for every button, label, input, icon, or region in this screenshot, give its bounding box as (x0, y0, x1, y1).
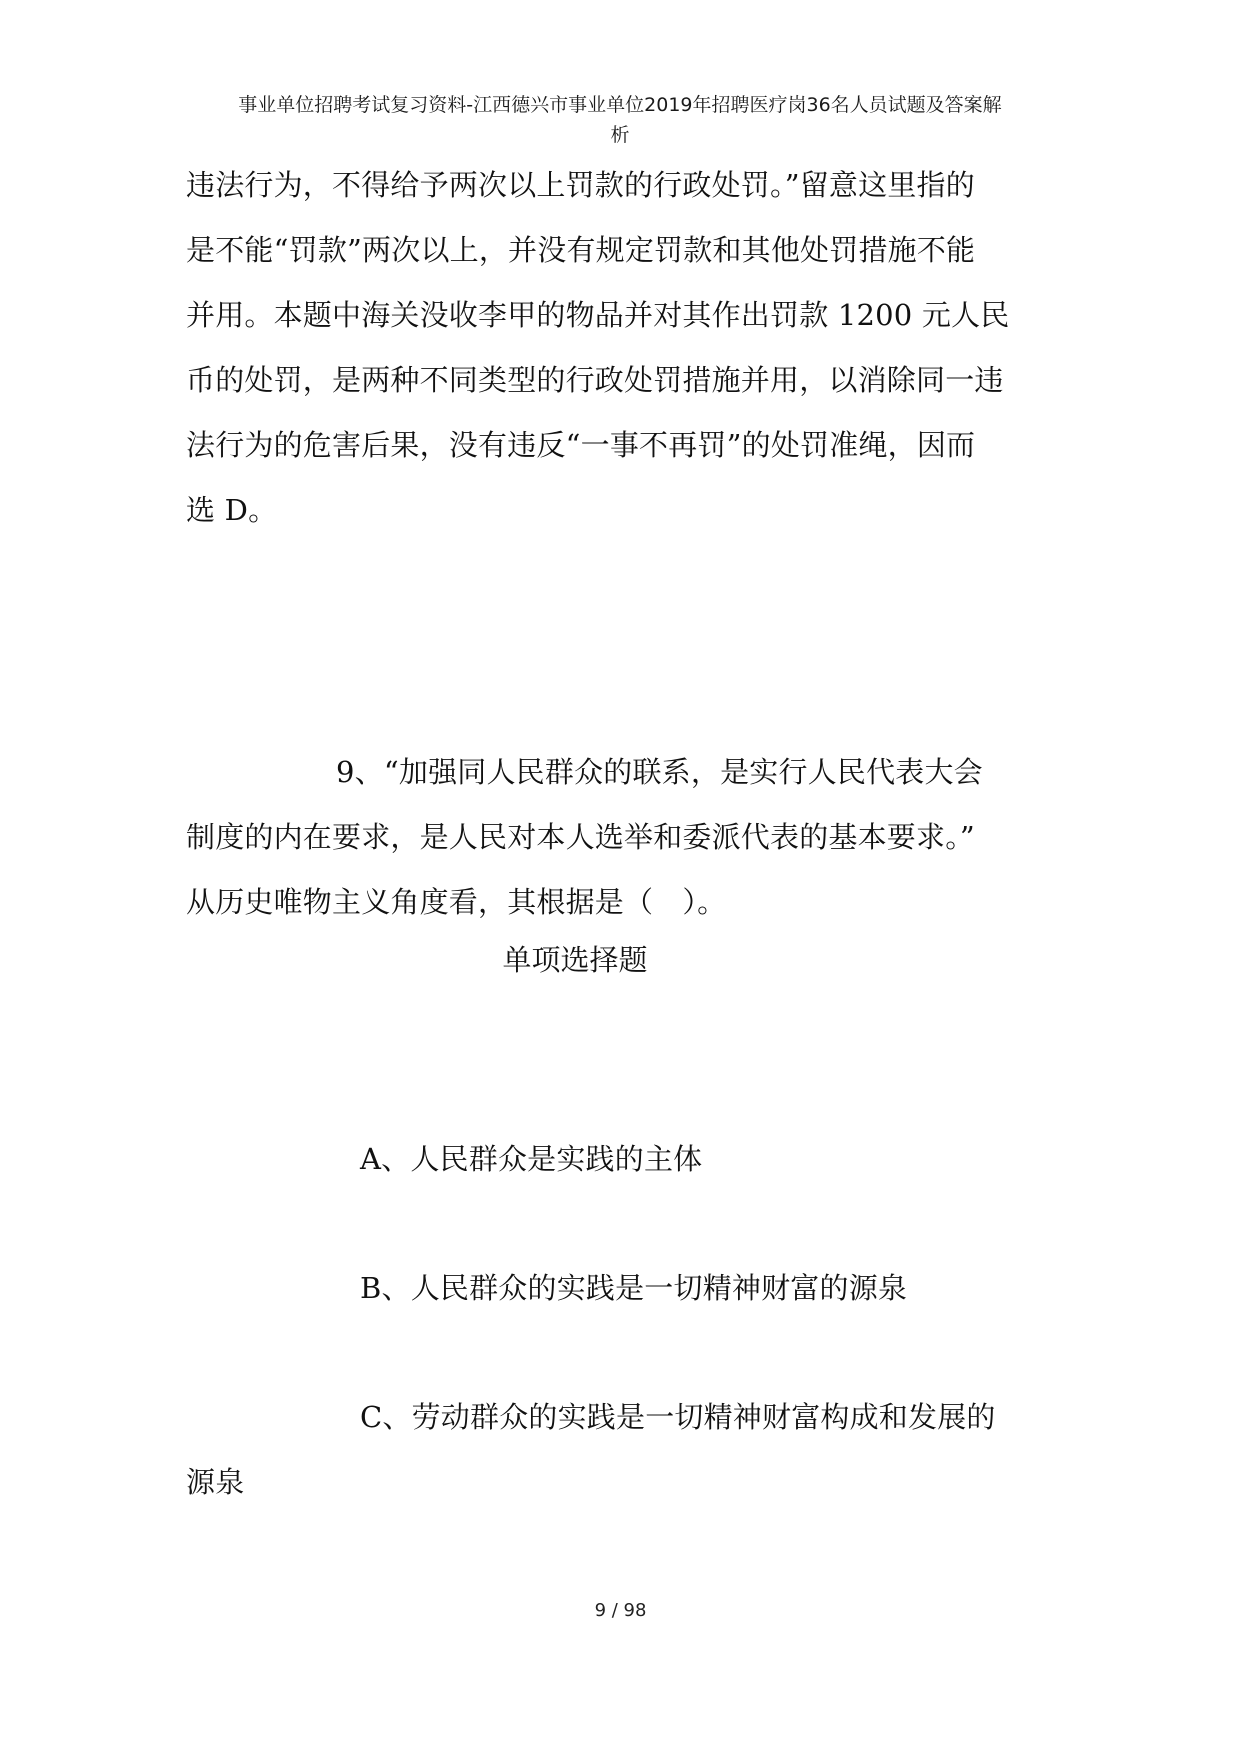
document-header (150, 90, 1090, 150)
question-line: 从历史唯物主义角度看，其根据是（ ）。 (186, 885, 727, 919)
header-title-line-1: 事业单位招聘考试复习资料-江西德兴市事业单位2019年招聘医疗岗36名人员试题及答案解 (238, 94, 1002, 116)
explanation-line: 违法行为，不得给予两次以上罚款的行政处罚。”留意这里指的 (186, 168, 975, 202)
question-line: 制度的内在要求，是人民对本人选举和委派代表的基本要求。” (186, 820, 975, 854)
page-number: 9 / 98 (594, 1600, 647, 1621)
option-c-line-1: C、劳动群众的实践是一切精神财富构成和发展的 (360, 1400, 996, 1434)
explanation-line: 选 D。 (186, 493, 278, 527)
option-a: A、人民群众是实践的主体 (360, 1142, 703, 1176)
explanation-line: 币的处罚，是两种不同类型的行政处罚措施并用，以消除同一违 (186, 363, 1004, 397)
explanation-line: 并用。本题中海关没收李甲的物品并对其作出罚款 1200 元人民 (186, 298, 1010, 332)
question-line: 9、“加强同人民群众的联系，是实行人民代表大会 (336, 755, 983, 789)
option-b: B、人民群众的实践是一切精神财富的源泉 (360, 1271, 908, 1305)
explanation-line: 是不能“罚款”两次以上，并没有规定罚款和其他处罚措施不能 (186, 233, 976, 267)
header-title-line-2: 析 (610, 124, 630, 146)
explanation-line: 法行为的危害后果，没有违反“一事不再罚”的处罚准绳，因而 (186, 428, 976, 462)
question-type-label: 单项选择题 (502, 943, 648, 977)
option-c-line-2: 源泉 (186, 1465, 245, 1499)
